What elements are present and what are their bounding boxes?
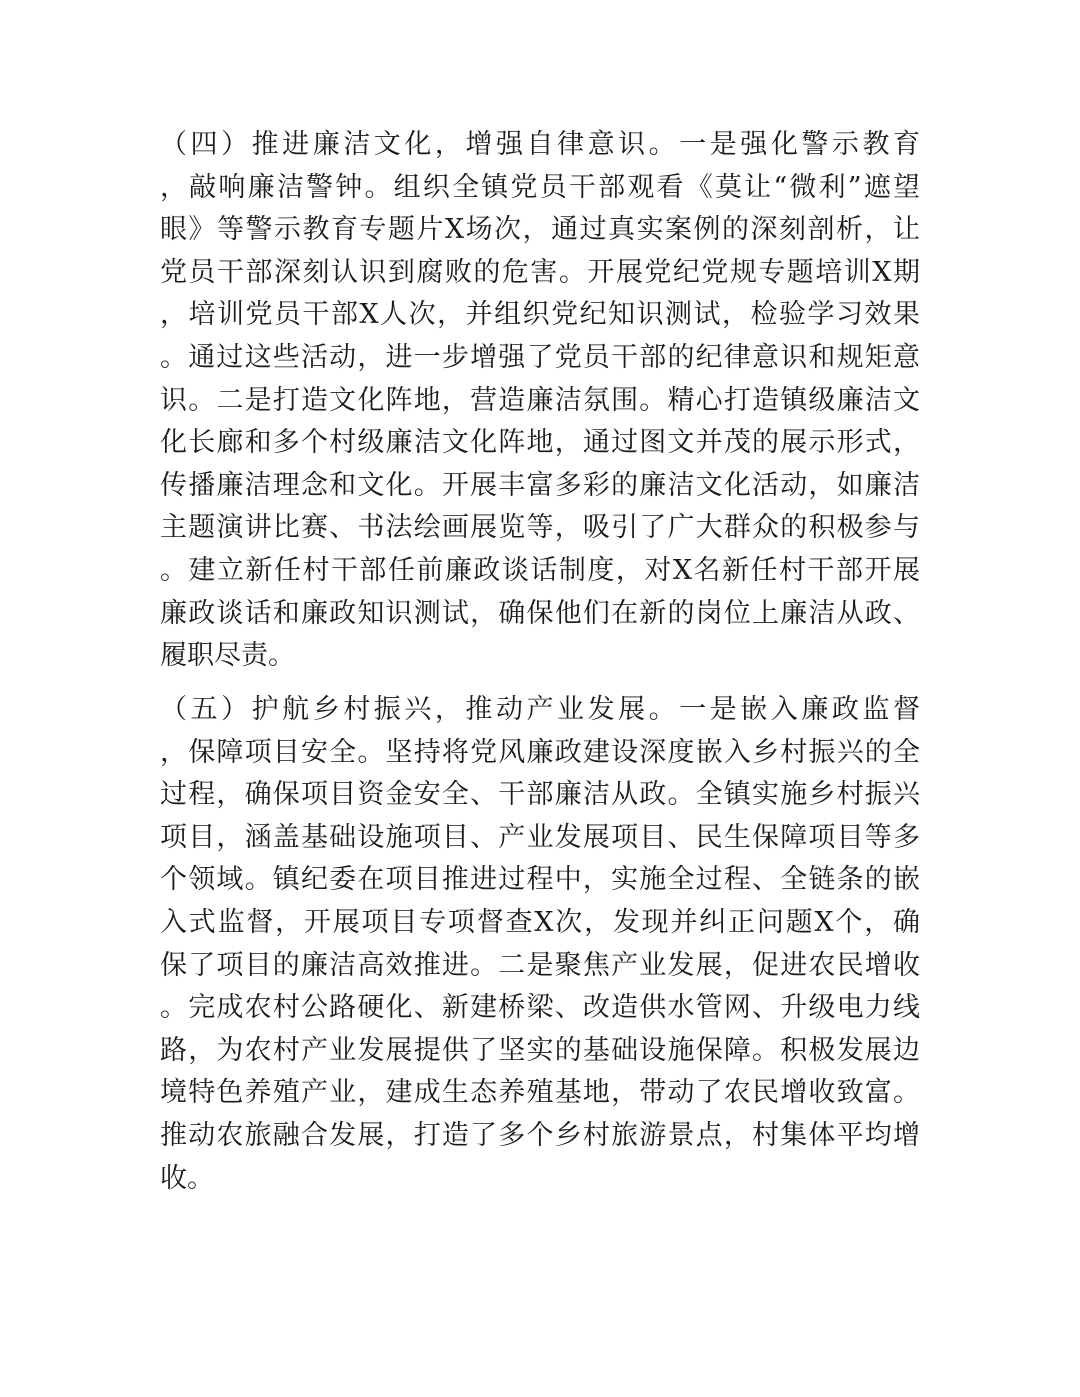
text-line: 保了项目的廉洁高效推进。二是聚焦产业发展，促进农民增收 — [160, 949, 920, 981]
text-line: 。完成农村公路硬化、新建桥梁、改造供水管网、升级电力线 — [160, 992, 920, 1024]
text-line: 眼》等警示教育专题片X场次，通过真实案例的深刻剖析，让 — [160, 214, 920, 246]
text-line: 化长廊和多个村级廉洁文化阵地，通过图文并茂的展示形式， — [160, 427, 920, 459]
text-line: 入式监督，开展项目专项督查X次，发现并纠正问题X个，确 — [160, 906, 920, 938]
text-line: 履职尽责。 — [160, 640, 295, 672]
text-line: 路，为农村产业发展提供了坚实的基础设施保障。积极发展边 — [160, 1034, 920, 1066]
text-line: 项目，涵盖基础设施项目、产业发展项目、民生保障项目等多 — [160, 821, 920, 853]
text-line: 。通过这些活动，进一步增强了党员干部的纪律意识和规矩意 — [160, 341, 920, 373]
text-line: 党员干部深刻认识到腐败的危害。开展党纪党规专题培训X期 — [160, 256, 920, 288]
text-line: ，保障项目安全。坚持将党风廉政建设深度嵌入乡村振兴的全 — [160, 736, 920, 768]
text-line: 境特色养殖产业，建成生态养殖基地，带动了农民增收致富。 — [160, 1077, 920, 1109]
text-line: 收。 — [160, 1162, 214, 1194]
text-line: 。建立新任村干部任前廉政谈话制度，对X名新任村干部开展 — [160, 554, 920, 586]
text-line: ，培训党员干部X人次，并组织党纪知识测试，检验学习效果 — [160, 299, 920, 331]
text-line: 过程，确保项目资金安全、干部廉洁从政。全镇实施乡村振兴 — [160, 779, 920, 811]
text-line: 廉政谈话和廉政知识测试，确保他们在新的岗位上廉洁从政、 — [160, 597, 920, 629]
text-line: 传播廉洁理念和文化。开展丰富多彩的廉洁文化活动，如廉洁 — [160, 469, 920, 501]
text-line: ，敲响廉洁警钟。组织全镇党员干部观看《莫让“微利”遮望 — [160, 171, 920, 203]
text-line: （五）护航乡村振兴，推动产业发展。一是嵌入廉政监督 — [160, 694, 920, 725]
text-line: 主题演讲比赛、书法绘画展览等，吸引了广大群众的积极参与 — [160, 512, 920, 544]
text-line: （四）推进廉洁文化，增强自律意识。一是强化警示教育 — [160, 129, 920, 160]
text-line: 推动农旅融合发展，打造了多个乡村旅游景点，村集体平均增 — [160, 1119, 920, 1151]
text-line: 个领域。镇纪委在项目推进过程中，实施全过程、全链条的嵌 — [160, 864, 920, 896]
paragraph-rural-revitalization — [160, 689, 920, 1200]
paragraph-integrity-culture — [160, 124, 920, 678]
text-line: 识。二是打造文化阵地，营造廉洁氛围。精心打造镇级廉洁文 — [160, 384, 920, 416]
